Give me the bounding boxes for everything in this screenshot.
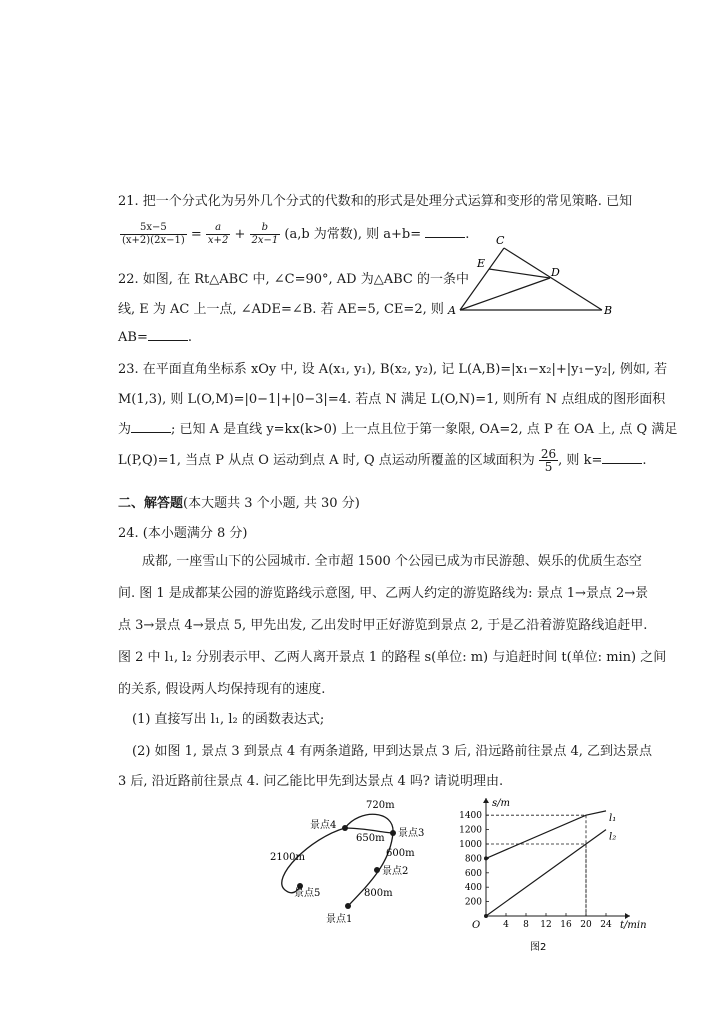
q24-sub1: (1) 直接写出 l₁, l₂ 的函数表达式; [132,712,325,727]
q23-line4 [118,448,646,473]
fig2-series-start-2 [484,914,488,918]
fig2-series-line-1 [486,811,606,859]
q24-sub2a: (2) 如图 1, 景点 3 到景点 4 有两条道路, 甲到达景点 3 后, 沿远路前往景点 4, 乙到达景点 [132,744,653,759]
q21-main-num: 5x−5 [120,222,187,235]
fig2-y-tick-label: 1000 [459,840,482,850]
q21-b-den: 2x−1 [251,235,279,246]
fig2-x-tick-label: 16 [560,920,572,930]
fig1-dist-2100: 2100m [270,852,305,863]
q22-line1: 22. 如图, 在 Rt△ABC 中, ∠C=90°, AD 为△ABC 的一条中 [118,272,469,287]
q21-end: . [465,227,470,242]
q24-sub2b: 3 后, 沿近路前往景点 4. 问乙能比甲先到达景点 4 吗? 请说明理由. [118,774,504,789]
q24-p4: 图 2 中 l₁, l₂ 分别表示甲、乙两人离开景点 1 的路程 s(单位: m) 与追赶时间 t(单位: min) 之间 [118,650,667,665]
q23-line3-prefix: 为 [118,422,132,437]
fig2-guides [486,815,586,916]
fig2-x-tick-label: 12 [540,920,552,930]
fig2-y-tick-label: 600 [464,868,482,879]
q22-answer-blank [148,328,188,341]
q23-blank2 [602,451,642,464]
fig1-label-spot3: 景点3 [398,828,425,839]
q21-plus: + [234,227,246,242]
fig2-origin: O [472,920,481,931]
fig1-label-spot5: 景点5 [294,888,321,899]
fig1-dot-spot1 [345,903,351,909]
q23-line2: M(1,3), 则 L(O,M)=|0−1|+|0−3|=4. 若点 N 满足 L(O,N)=1, 则所有 N 点组成的图形面积 [118,392,666,407]
fig2-x-tick-label: 8 [523,920,529,930]
fig1-dist-650: 650m [356,833,385,844]
fig1-dist-720: 720m [366,800,395,811]
fig2-series-line-2 [486,830,606,916]
q23-line1: 23. 在平面直角坐标系 xOy 中, 设 A(x₁, y₁), B(x₂, y₂), 记 L(A,B)=|x₁−x₂|+|y₁−y₂|, 例如, 若 [118,362,668,377]
fig1-label-spot2: 景点2 [382,866,409,877]
q21-main-fraction [120,222,187,247]
fig2-ticks [459,811,612,930]
fig2-x-arrow [625,913,630,919]
fig2-y-tick-label: 1400 [459,811,482,822]
q21-frac-b [250,222,281,247]
q21-eq: = [190,227,202,242]
q24-p1: 成都, 一座雪山下的公园城市. 全市超 1500 个公园已成为市民游憩、娱乐的优质生态空 [142,554,642,569]
q22-label-c: C [496,234,505,247]
fig2-y-tick-label: 200 [464,897,482,908]
fig1-dist-600: 600m [386,848,415,859]
fig2-x-tick-label: 24 [600,920,612,930]
fig2-x-tick-label: 20 [580,920,592,930]
fig1-dot-spot2 [374,867,380,873]
fig1-dist-800: 800m [364,888,393,899]
q21-tail: (a,b 为常数), 则 a+b= [284,227,422,242]
fig1-route-diagram [260,798,450,938]
fig2-y-tick-label: 1200 [459,825,482,836]
q23-area-fraction [539,448,558,473]
q21-line1: 21. 把一个分式化为另外几个分式的代数和的形式是处理分式运算和变形的常见策略. 已知 [118,194,633,209]
fig2-y-tick-label: 400 [464,883,482,894]
q23-line3 [118,418,677,437]
fig2-xlabel: t/min [620,920,647,931]
q24-p5: 的关系, 假设两人均保持现有的速度. [118,682,326,697]
q23-blank1 [131,420,171,433]
q22-end: . [187,330,192,345]
q22-ab-label: AB= [118,330,148,345]
q21-b-num: b [250,222,281,235]
q22-label-a: A [448,304,456,317]
q23-line3-rest: ; 已知 A 是直线 y=kx(k>0) 上一点且位于第一象限, OA=2, 点 P 在 OA 上, 点 Q 满足 [171,422,678,437]
q21-main-den: (x+2)(2x−1) [122,235,185,246]
fig2-caption: 图2 [530,942,547,953]
q22-label-d: D [551,266,560,279]
fig1-dot-spot4 [342,825,348,831]
q24-title: 24. (本小题满分 8 分) [118,526,248,541]
fig2-series-start-1 [484,856,488,860]
q21-a-den: x+2 [207,235,229,246]
q22-label-e: E [477,257,486,270]
q23-line4-end: . [642,453,647,468]
fig1-dot-spot3 [390,830,396,836]
fig2-ylabel: s/m [492,798,510,809]
q22-label-b: B [604,304,613,317]
fig1-label-spot4: 景点4 [310,820,337,831]
q23-line4-prefix: L(P,Q)=1, 当点 P 从点 O 运动到点 A 时, Q 点运动所覆盖的区域面积为 [118,453,535,468]
fig2-axes [483,798,630,919]
q21-a-num: a [206,222,230,235]
q23-line4-mid: , 则 k= [558,453,603,468]
fig2-y-arrow [483,798,489,803]
section2-heading [118,492,360,511]
q24-p2: 间. 图 1 是成都某公园的游览路线示意图, 甲、乙两人约定的游览路线为: 景点 1→景点 2→景 [118,586,649,601]
q22-line2: 线, E 为 AC 上一点, ∠ADE=∠B. 若 AE=5, CE=2, 则 [118,302,444,317]
fig1-label-spot1: 景点1 [326,914,353,925]
fig2-y-tick-label: 800 [464,854,482,865]
fig2-series-label-2: l₂ [609,831,617,843]
q23-frac-num: 26 [540,447,557,461]
fig2-x-tick-label: 4 [503,920,509,930]
q23-frac-den: 5 [544,460,553,474]
section2-note: (本大题共 3 个小题, 共 30 分) [183,496,360,511]
q21-frac-a [206,222,230,247]
fig2-chart [440,796,650,956]
section2-title: 二、解答题 [118,496,184,511]
fig2-series [484,811,616,918]
q22-triangle-figure [440,232,620,322]
q22-line3 [118,328,192,345]
q21-equation [120,222,469,247]
q24-p3: 点 3→景点 4→景点 5, 甲先出发, 乙出发时甲正好游览到景点 2, 于是乙沿着游览路线追赶甲. [118,618,648,633]
fig2-series-label-1: l₁ [609,812,617,824]
